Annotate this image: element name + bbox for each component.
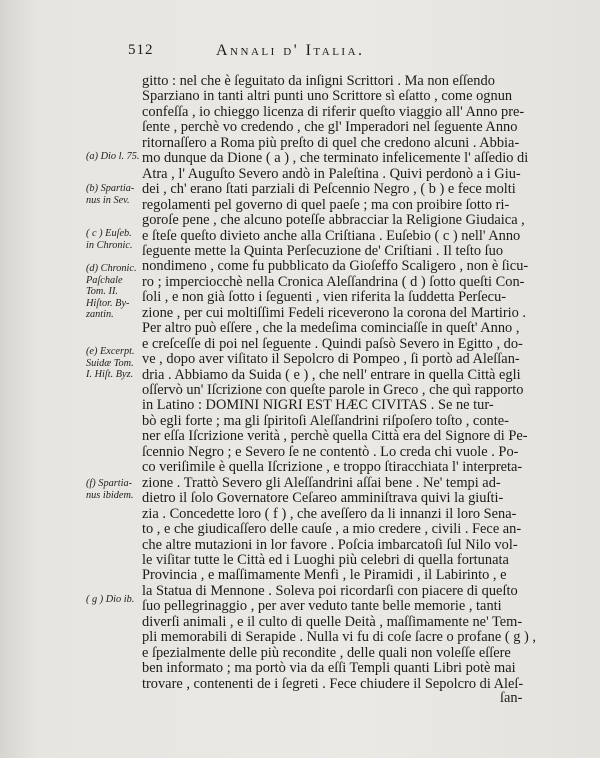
- margin-note: [86, 346, 144, 381]
- page-number: 512: [128, 42, 154, 58]
- body-line: ve , dopo aver viſitato il Sepolcro di Pompeo , ſi portò ad Aleſſan-: [142, 351, 520, 368]
- body-line: co veriſimile è quella Iſcrizione , e troppo ſtiracchiata l' interpreta-: [142, 459, 523, 476]
- margin-note: [86, 263, 144, 321]
- margin-note: [86, 228, 144, 251]
- margin-note: [86, 183, 144, 206]
- body-line: diverſi animali , e il culto di quelle Deità , maſſimamente ne' Tem-: [142, 613, 523, 630]
- body-line: mo dunque da Dione ( a ) , che terminato infelicemente l' aſſedio di: [142, 150, 529, 167]
- running-title: Annali d' Italia.: [216, 42, 365, 59]
- body-line: zia . Concedette loro ( f ) , che aveſſero da li innanzi il loro Sena-: [142, 505, 517, 522]
- margin-note-line: Suidæ Tom.: [86, 357, 134, 369]
- body-line: bò egli forte ; ma gli ſpiritoſi Aleſſandrini riſpoſero toſto , conte-: [142, 412, 509, 429]
- margin-note-line: I. Hiſt. Byz.: [86, 369, 134, 380]
- body-line: ſcennio Negro ; e Severo ſe ne contentò . Lo creda chi vuole . Po-: [142, 443, 519, 460]
- body-line: confeſſa , io chieggo licenza di riferir queſto viaggio all' Anno pre-: [142, 103, 525, 120]
- body-line: nondimeno , come fu pubblicato da Gioſeffo Scaligero , non è ſicu-: [142, 258, 529, 275]
- body-line: Atra , l' Auguſto Severo andò in Paleſtina . Quivi perdonò a i Giu-: [142, 165, 521, 182]
- body-line: zione , per cui moltiſſimi Fedeli riceverono la corona del Martirio .: [142, 304, 527, 321]
- body-line: ſente , perchè vo credendo , che gl' Imperadori nel ſeguente Anno: [142, 119, 518, 136]
- body-line: che altre mutazioni in lor favore . Poſcia imbarcatoſi ſul Nilo vol-: [142, 536, 518, 553]
- page-header: [128, 42, 548, 64]
- body-line: dria . Abbiamo da Suida ( e ) , che nell' entrare in quella Città egli: [142, 366, 521, 383]
- body-line: le viſitar tutte le Città ed i Luoghi più celebri di quella fortunata: [142, 551, 509, 568]
- body-line: e ſteſe queſto divieto anche alla Criſtiana . Euſebio ( c ) nell' Anno: [142, 227, 521, 244]
- body-line: to , e che giudicaſſero delle cauſe , a mio credere , civili . Fece an-: [142, 521, 522, 538]
- margin-note-line: (b) Spartia-: [86, 183, 135, 194]
- body-line: in Latino : DOMINI NIGRI EST HÆC CIVITAS . Se ne tur-: [142, 397, 494, 414]
- body-line: zione . Trattò Severo gli Aleſſandrini aſſai bene . Ne' tempi ad-: [142, 474, 501, 491]
- margin-note-line: Hiſtor. By-: [86, 297, 130, 309]
- body-line: Provincia , e maſſimamente Menfi , le Piramidi , il Labirinto , e: [142, 567, 507, 584]
- margin-note-line: (d) Chronic.: [86, 263, 137, 274]
- body-line: gitto : nel che è ſeguitato da inſigni Scrittori . Ma non eſſendo: [142, 73, 495, 89]
- margin-note-line: (e) Excerpt.: [86, 346, 135, 357]
- body-line: ben informato ; ma portò via da eſſi Templi quanti Libri potè mai: [142, 660, 516, 677]
- body-line: pli memorabili di Serapide . Nulla vi fu di coſe ſacre o profane ( g ) ,: [142, 629, 537, 646]
- margin-note-line: in Chronic.: [86, 239, 133, 251]
- body-line: ritornaſſero a Roma più preſto di quel che credono alcuni . Abbia-: [142, 134, 520, 151]
- margin-note: [86, 151, 144, 163]
- body-line: ſuo pellegrinaggio , per aver veduto tante belle memorie , tanti: [142, 598, 502, 615]
- body-line: dei , ch' erano ſtati parziali di Peſcennio Negro , ( b ) e fece molti: [142, 181, 516, 198]
- body-line: ſeguente mette la Quinta Perſecuzione de' Criſtiani . Il teſto ſuo: [142, 242, 504, 259]
- catchword: ſan-: [500, 690, 523, 706]
- body-line: e ſpezialmente delle più recondite , delle quali non voleſſe eſſere: [142, 644, 511, 661]
- body-line: ner eſſa Iſcrizione verità , perchè quella Città era del Signore di Pe-: [142, 428, 528, 445]
- body-line: trovare , contenenti de i ſegreti . Fece chiudere il Sepolcro di Aleſ-: [142, 675, 524, 692]
- body-line: Sparziano in tanti altri punti uno Scrittore sì eſatto , come ognun: [142, 88, 513, 105]
- body-line: ro ; imperciocchè nella Cronica Aleſſandrina ( d ) ſotto queſti Con-: [142, 273, 525, 290]
- body-line: oſſervò un' Iſcrizione con queſte parole in Greco , che quì rapporto: [142, 382, 524, 398]
- margin-note-line: zantin.: [86, 309, 114, 320]
- body-line: regolamenti pel governo di quel paeſe ; ma con proibire ſotto ri-: [142, 196, 510, 213]
- margin-note-line: Paſchale: [86, 274, 123, 286]
- margin-note: [86, 478, 144, 501]
- margin-note: [86, 594, 144, 606]
- body-line: la Statua di Mennone . Soleva poi ricordarſi con piacere di queſto: [142, 582, 518, 599]
- margin-note-line: (f) Spartia-: [86, 478, 133, 489]
- body-line: Per altro può eſſere , che la medeſima cominciaſſe in queſt' Anno ,: [142, 320, 520, 337]
- body-line: ſoli , e non già ſotto i ſeguenti , vien riferita la ſuddetta Perſecu-: [142, 289, 507, 306]
- body-line: goroſe pene , che alcuno poteſſe abbracciar la Religione Giudaica ,: [142, 212, 525, 229]
- body-line: e creſceſſe di poi nel ſeguente . Quindi paſsò Severo in Egitto , do-: [142, 335, 523, 352]
- margin-note-line: ( g ) Dio ib.: [86, 594, 135, 605]
- margin-note-line: (a) Dio l. 75.: [86, 151, 140, 162]
- margin-note-line: nus in Sev.: [86, 194, 130, 206]
- body-line: dietro il ſolo Governatore Ceſareo amminiſtrava quivi la giuſti-: [142, 490, 504, 507]
- margin-note-line: Tom. II.: [86, 286, 118, 297]
- margin-note-line: ( c ) Euſeb.: [86, 228, 132, 239]
- margin-note-line: nus ibidem.: [86, 489, 134, 501]
